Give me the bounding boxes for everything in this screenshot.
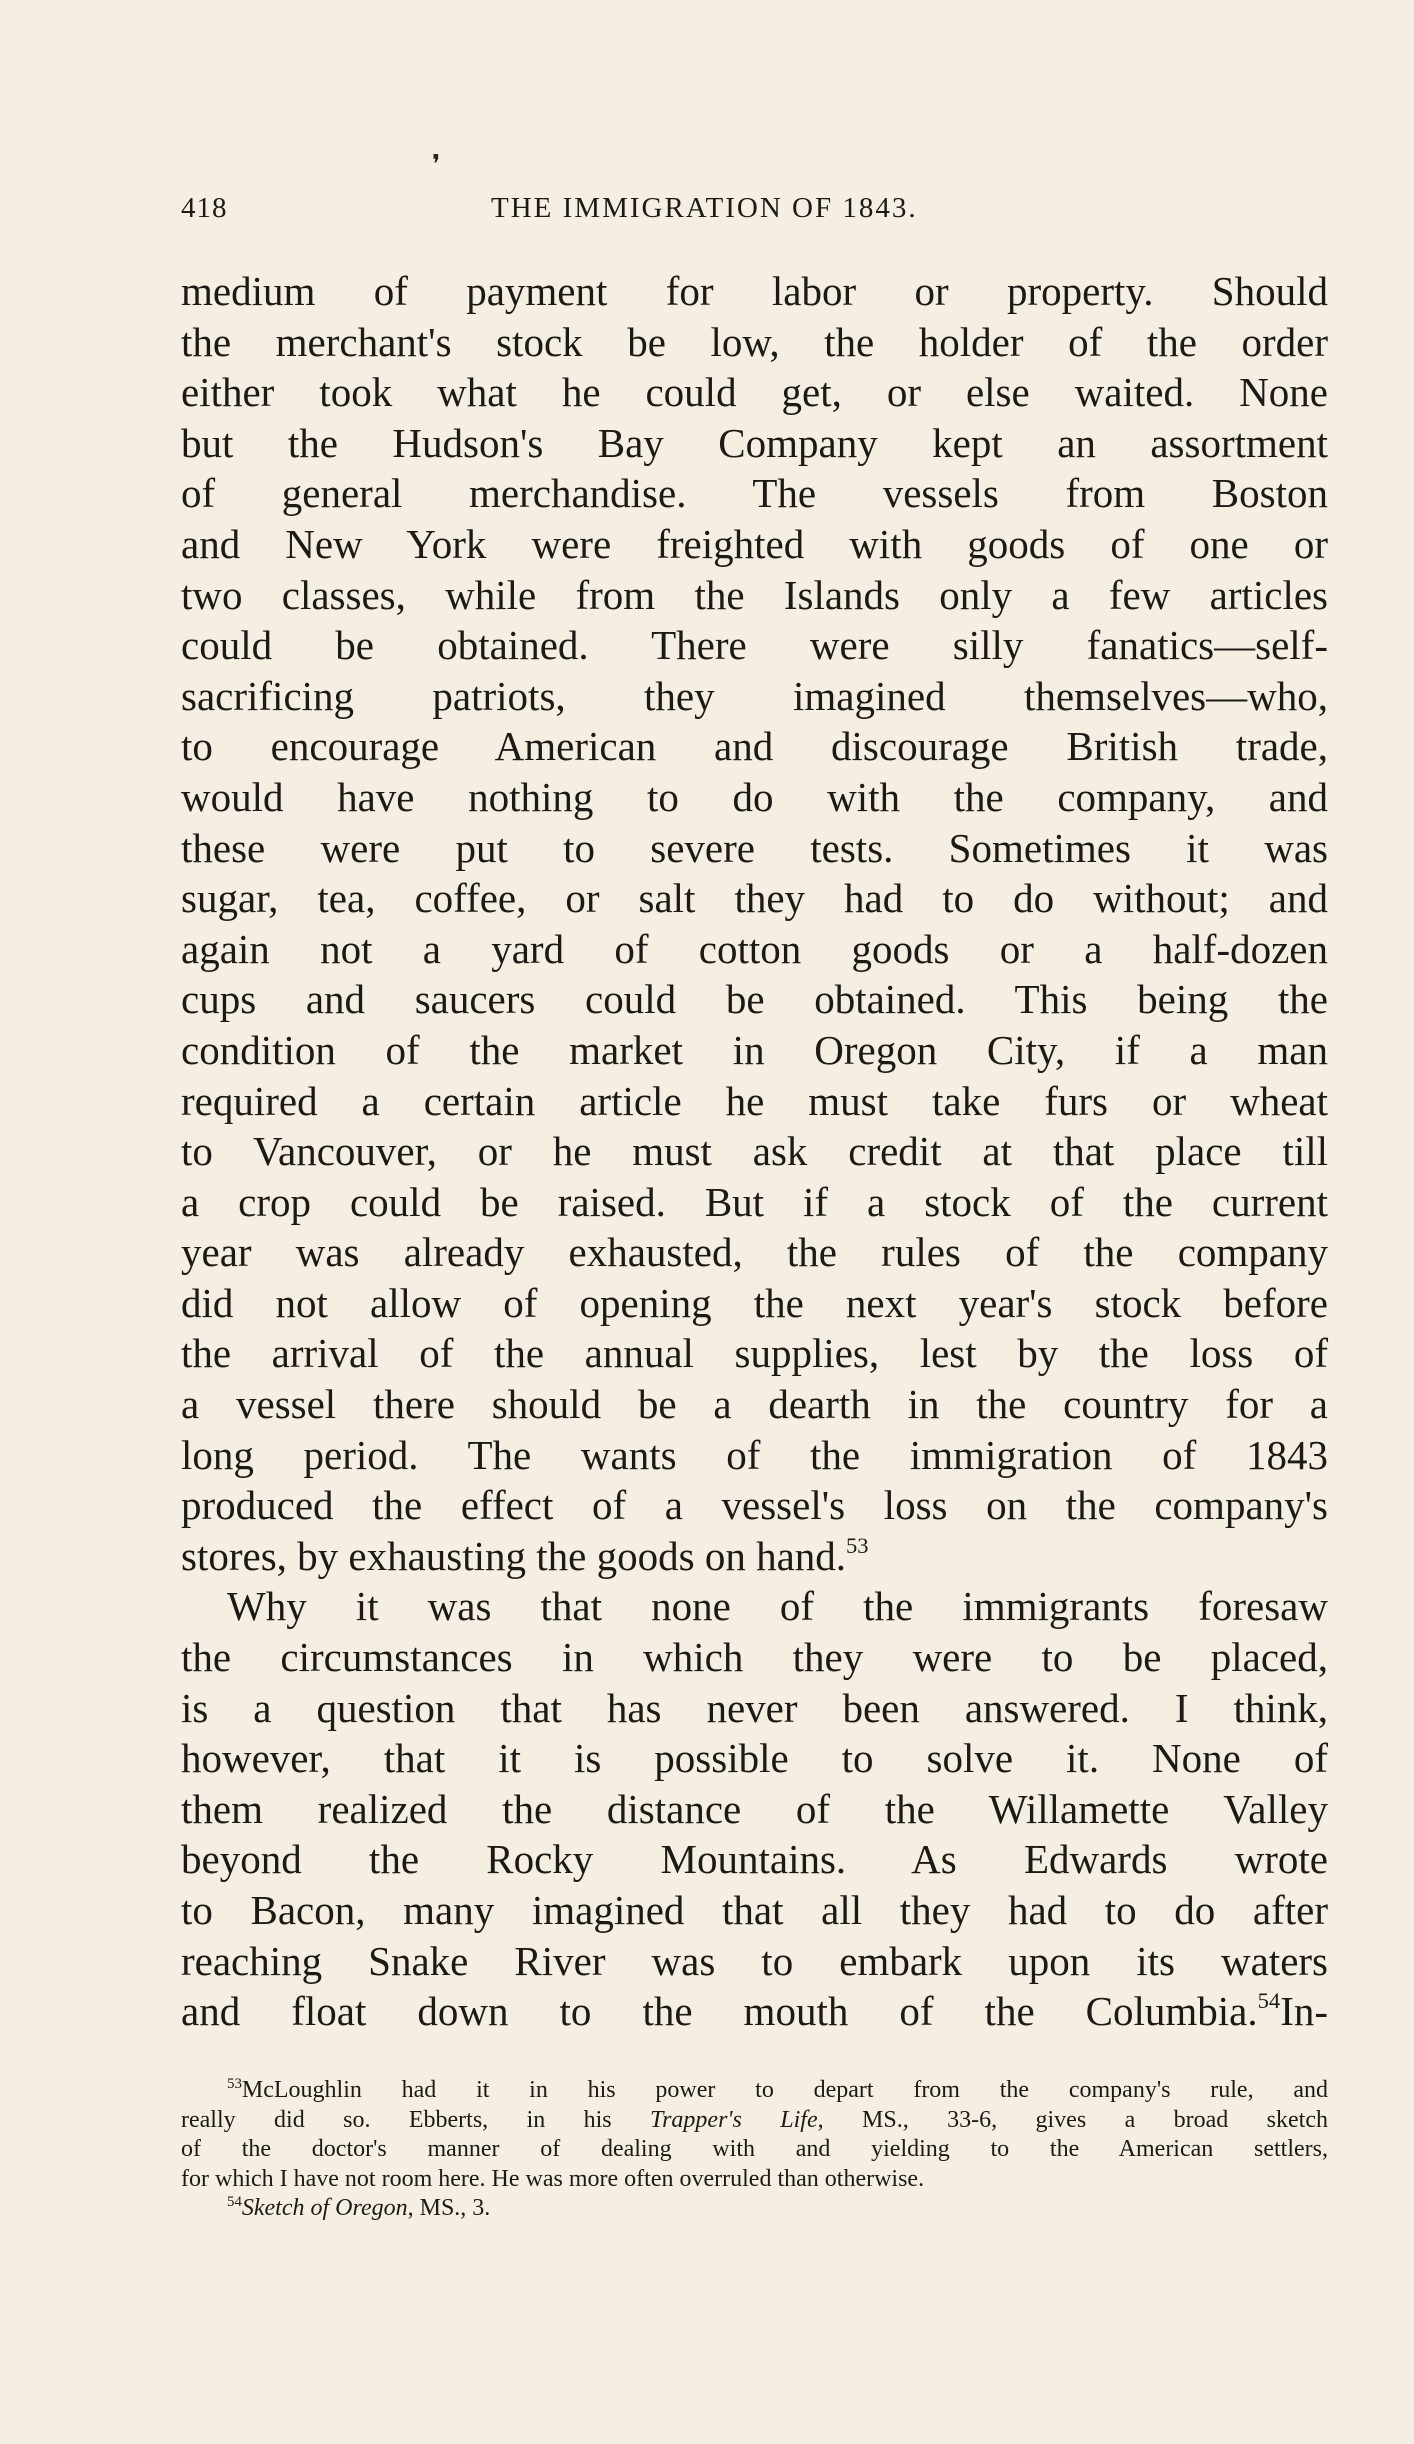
footnote-53-line: for which I have not room here. He was more often overruled than otherwise. [181,2165,925,2192]
page-number: 418 [181,192,228,224]
text-line: would have nothing to do with the company, and [181,773,1328,820]
printer-mark: ❜ [432,150,441,179]
footnote-53-title: Trapper's Life [650,2106,818,2133]
text-line: medium of payment for labor or property. Should [181,268,1328,314]
text-line: to Vancouver, or he must ask credit at that place till [181,1128,1328,1175]
text-line: but the Hudson's Bay Company kept an assortment [181,419,1328,466]
text-line: these were put to severe tests. Sometimes it was [181,824,1328,871]
text-line: long period. The wants of the immigration of 1843 [181,1431,1328,1478]
footnote-marker-53: 53 [227,2076,242,2093]
text-line: year was already exhausted, the rules of the company [181,1229,1328,1276]
footnote-ref-53[interactable]: 53 [846,1532,869,1558]
text-line: sacrificing patriots, they imagined themselves—who, [181,672,1328,719]
text-line: a vessel there should be a dearth in the country for a [181,1381,1328,1428]
text-line: condition of the market in Oregon City, if a man [181,1026,1328,1073]
text-line: the circumstances in which they were to be placed, [181,1634,1328,1681]
text-line: either took what he could get, or else waited. None [181,369,1328,416]
text-line [181,1531,1328,1582]
footnote-53-line: of the doctor's manner of dealing with and yielding to the American settlers, [181,2136,1328,2163]
footnote-53-text: , MS., 33-6, gives a broad sketch [817,2106,1328,2133]
text-line: did not allow of opening the next year's stock before [181,1279,1328,1326]
text-line-content: stores, by exhausting the goods on hand. [181,1532,847,1579]
body-text [181,266,1328,2037]
text-line: a crop could be raised. But if a stock of the current [181,1178,1328,1225]
text-line: again not a yard of cotton goods or a half-dozen [181,925,1328,972]
text-line: beyond the Rocky Mountains. As Edwards wrote [181,1836,1328,1883]
text-line: them realized the distance of the Willamette Valley [181,1785,1328,1832]
footnote-53-text: really did so. Ebberts, in his [181,2106,651,2133]
running-title: THE IMMIGRATION OF 1843. [491,192,918,224]
text-line: to Bacon, many imagined that all they had to do after [181,1887,1328,1933]
text-line: of general merchandise. The vessels from Boston [181,470,1328,517]
footnote-53-line [181,2106,1328,2136]
footnote-54-title: Sketch of Oregon [241,2195,408,2222]
text-line-hyphen-word: In- [1280,1988,1328,2035]
footnote-54-line [181,2194,1328,2224]
text-line-content: and float down to the mouth of the Columbia. [181,1988,1258,2035]
footnote-ref-54[interactable]: 54 [1257,1988,1281,2014]
text-line: Why it was that none of the immigrants foresaw [227,1583,1328,1630]
text-line: two classes, while from the Islands only a few articles [181,571,1328,618]
text-line [181,1986,1328,2037]
text-line: reaching Snake River was to embark upon its waters [181,1937,1328,1984]
text-line: however, that it is possible to solve it. None of [181,1735,1328,1782]
text-line: the arrival of the annual supplies, lest by the loss of [181,1330,1328,1377]
footnote-53-line [181,2076,1328,2106]
text-line: to encourage American and discourage British trade, [181,723,1328,770]
footnotes [181,2076,1328,2224]
text-line: could be obtained. There were silly fanatics—self- [181,622,1328,669]
footnote-54-text: , MS., 3. [407,2195,491,2222]
footnote-marker-54: 54 [227,2194,242,2211]
footnote-53-text: McLoughlin had it in his power to depart from the company's rule, and [241,2077,1328,2103]
text-line: cups and saucers could be obtained. This being the [181,976,1328,1023]
text-line: the merchant's stock be low, the holder of the order [181,318,1328,365]
text-line: produced the effect of a vessel's loss on the company's [181,1482,1328,1529]
text-line: required a certain article he must take furs or wheat [181,1077,1328,1124]
text-line: sugar, tea, coffee, or salt they had to do without; and [181,875,1328,922]
text-line: and New York were freighted with goods of one or [181,520,1328,567]
text-line: is a question that has never been answered. I think, [181,1684,1328,1731]
page-header [181,192,1328,232]
